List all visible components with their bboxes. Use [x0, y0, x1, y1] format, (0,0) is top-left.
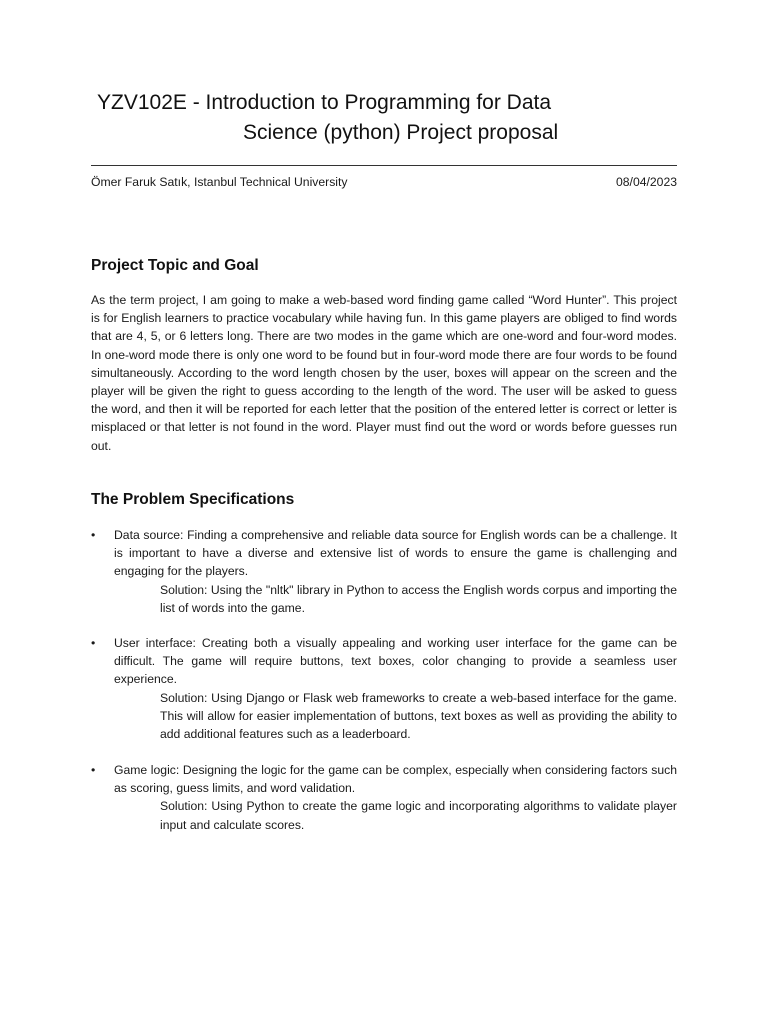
bullet-marker: • [91, 763, 96, 777]
author-line [91, 174, 677, 190]
section-heading-goal: Project Topic and Goal [91, 257, 259, 274]
section-heading-specifications: The Problem Specifications [91, 491, 295, 508]
bullet-user-interface [91, 634, 677, 743]
document-date: 08/04/2023 [616, 175, 677, 189]
bullet-data-source [91, 526, 677, 617]
goal-paragraph: As the term project, I am going to make a web-based word finding game called “Word Hunter”. This project is for English learners to practice vocabulary while having fun. In this game players are obliged to find words that are 4, 5, or 6 letters long. There are two modes in the game which are one-word and four-word modes. In one-word mode there is only one word to be found but in four-word mode there are four words to be found simultaneously. According to the word length chosen by the user, boxes will appear on the screen and the player will be given the right to guess according to the length of the word. The user will be asked to guess the word, and then it will be reported for each letter that the position of the entered letter is correct or letter is misplaced or that letter is not found in the word. Player must find out the word or words before guesses run out. [91, 293, 677, 453]
bullet-marker: • [91, 636, 96, 650]
bullet-solution: Solution: Using the "nltk" library in Python to access the English words corpus and importing the list of words into the game. [160, 582, 677, 615]
bullet-solution: Solution: Using Django or Flask web frameworks to create a web-based interface for the game. This will allow for easier implementation of buttons, text boxes as well as providing the ability to add additional features such as a leaderboard. [160, 690, 677, 742]
bullet-game-logic [91, 761, 677, 834]
bullet-text: Game logic: Designing the logic for the game can be complex, especially when considering factors such as scoring, guess limits, and word validation. [114, 763, 677, 796]
author-name: Ömer Faruk Satık, Istanbul Technical University [91, 175, 348, 189]
bullet-marker: • [91, 528, 96, 542]
title-divider [91, 165, 677, 166]
title-line-1: YZV102E - Introduction to Programming for Data [97, 91, 552, 114]
bullet-text: User interface: Creating both a visually appealing and working user interface for the game can be difficult. The game will require buttons, text boxes, color changing to provide a seamless user experience. [114, 636, 677, 687]
bullet-solution: Solution: Using Python to create the game logic and incorporating algorithms to validate player input and calculate scores. [160, 799, 677, 832]
title-line-2: Science (python) Project proposal [243, 121, 559, 144]
document-title [91, 88, 691, 148]
bullet-text: Data source: Finding a comprehensive and reliable data source for English words can be a challenge. It is important to have a diverse and extensive list of words to ensure the game is challenging and engaging for the players. [114, 528, 677, 579]
